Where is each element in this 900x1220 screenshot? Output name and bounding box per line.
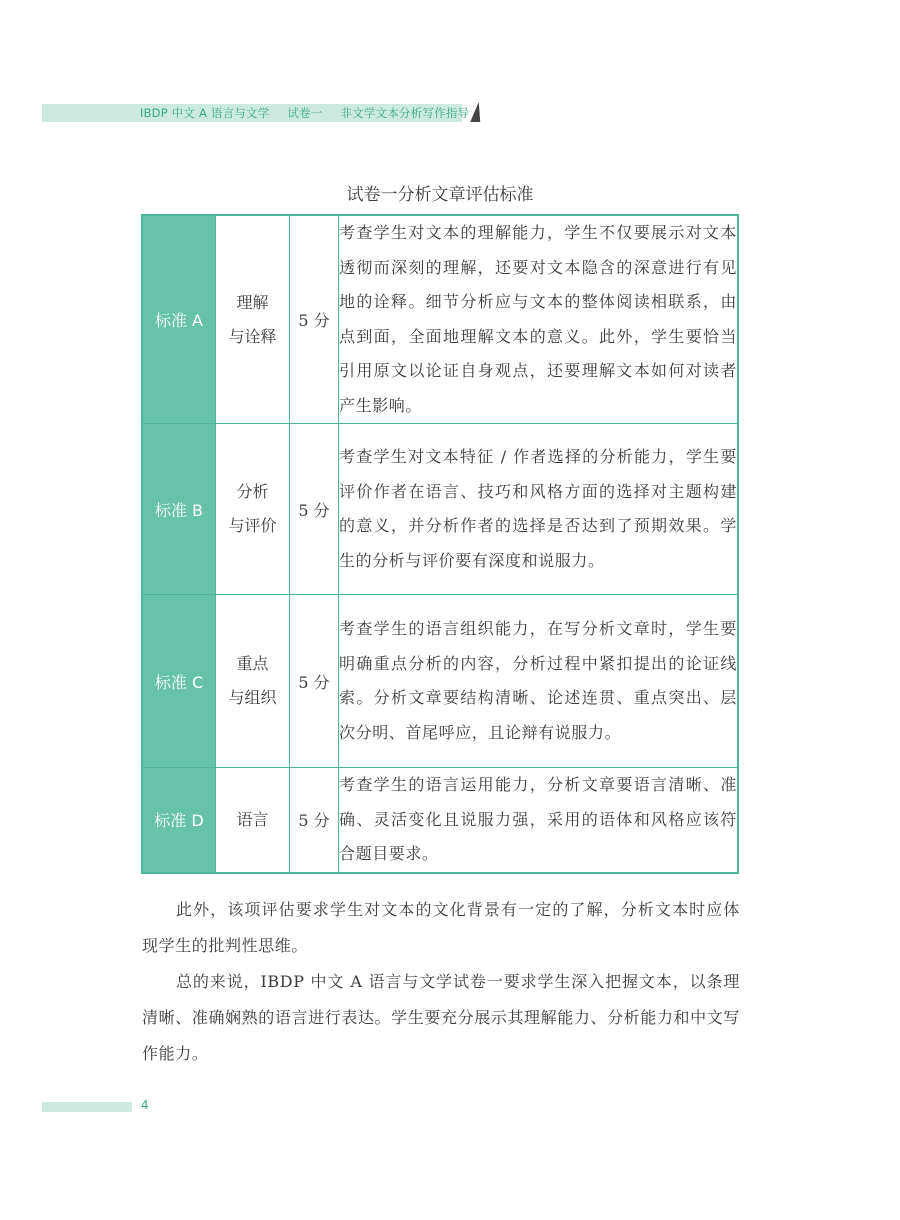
topic-line: 理解 [236,292,269,312]
criterion-description: 考查学生的语言运用能力，分析文章要语言清晰、准确、灵活变化且说服力强，采用的语体和风格应该符合题目要求。 [339,768,739,873]
page-number: 4 [141,1098,149,1112]
header-book-title: IBDP 中文 A 语言与文学 [140,106,270,120]
criterion-description: 考查学生对文本特征 / 作者选择的分析能力，学生要评价作者在语言、技巧和风格方面的选择对主题构建的意义，并分析作者的选择是否达到了预期效果。学生的分析与评价要有深度和说服力。 [339,424,739,595]
criterion-score: 5 分 [290,424,339,595]
body-paragraph: 总的来说，IBDP 中文 A 语言与文学试卷一要求学生深入把握文本，以条理清晰、准确娴熟的语言进行表达。学生要充分展示其理解能力、分析能力和中文写作能力。 [142,972,740,1063]
criterion-topic [216,768,290,873]
criterion-label: 标准 A [142,215,216,424]
criterion-score: 5 分 [290,595,339,768]
table-row [142,215,738,424]
running-header [140,104,487,122]
criterion-label: 标准 B [142,424,216,595]
header-paper: 试卷一 [287,106,323,120]
body-paragraph: 此外，该项评估要求学生对文本的文化背景有一定的了解，分析文本时应体现学生的批判性思维。 [142,900,740,955]
topic-line: 分析 [236,482,269,501]
topic-line: 语言 [236,809,269,829]
topic-line: 与诠释 [228,326,277,346]
criterion-score: 5 分 [290,768,339,873]
criterion-description: 考查学生对文本的理解能力，学生不仅要展示对文本透彻而深刻的理解，还要对文本隐含的深意进行有见地的诠释。细节分析应与文本的整体阅读相联系，由点到面，全面地理解文本的意义。此外，学生要恰当引用原文以论证自身观点，还要理解文本如何对读者产生影响。 [339,215,739,424]
table-row [142,768,738,873]
topic-line: 与组织 [228,688,277,707]
table-row [142,595,738,768]
criterion-topic [216,424,290,595]
criterion-description: 考查学生的语言组织能力，在写分析文章时，学生要明确重点分析的内容，分析过程中紧扣提出的论证线索。分析文章要结构清晰、论述连贯、重点突出、层次分明、首尾呼应，且论辩有说服力。 [339,595,739,768]
criteria-table [141,214,739,874]
topic-line: 与评价 [228,516,277,535]
topic-line: 重点 [236,654,269,673]
criterion-score: 5 分 [290,215,339,424]
criterion-topic [216,215,290,424]
header-chapter: 非文学文本分析写作指导 [340,106,470,120]
table-title: 试卷一分析文章评估标准 [346,185,534,205]
criterion-label: 标准 D [142,768,216,873]
criterion-label: 标准 C [142,595,216,768]
table-row [142,424,738,595]
footer-band [42,1102,132,1112]
criterion-topic [216,595,290,768]
